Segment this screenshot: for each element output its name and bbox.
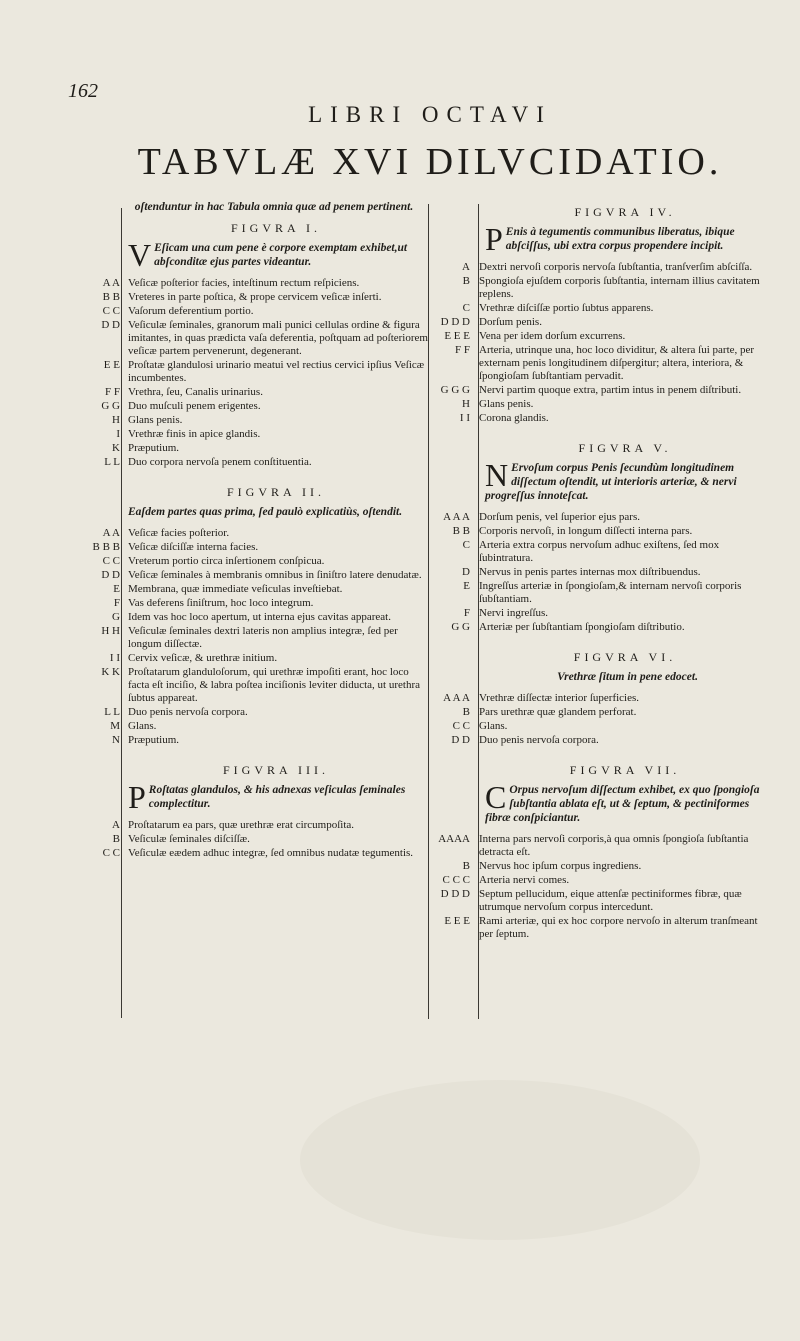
figure-6-legend — [430, 692, 770, 747]
legend-text: Nervi ingreſſus. — [479, 607, 549, 619]
legend-text: Vas deferens ſiniſtrum, hoc loco integrum. — [128, 597, 314, 609]
legend-text: Ingreſſus arteriæ in ſpongioſam,& internam nervoſi corporis ſubſtantiam. — [479, 580, 742, 605]
legend-row — [76, 819, 428, 832]
legend-label: L L — [104, 456, 120, 468]
legend-text: Nervi partim quoque extra, partim intus in penem diſtributi. — [479, 384, 742, 396]
legend-row — [430, 275, 770, 301]
page-number: 162 — [68, 80, 98, 102]
legend-row — [76, 611, 428, 624]
legend-row — [430, 692, 770, 705]
legend-label: D D — [451, 734, 470, 746]
legend-label: K K — [101, 666, 120, 678]
legend-label: C C — [102, 555, 120, 567]
legend-label: M — [110, 720, 120, 732]
legend-row — [76, 833, 428, 846]
legend-text: Veſiculæ ſeminales diſciſſæ. — [128, 833, 250, 845]
legend-row — [76, 277, 428, 290]
legend-text: Glans penis. — [479, 398, 534, 410]
legend-text: Vreteres in parte poſtica, & prope cervicem veſicæ inſerti. — [128, 291, 382, 303]
legend-label: D — [462, 566, 470, 578]
legend-label: G G G — [440, 384, 470, 396]
legend-label: B B — [102, 291, 120, 303]
legend-label: F F — [455, 344, 470, 356]
figure-7-heading: FIGVRA VII. — [569, 763, 681, 777]
legend-row — [76, 400, 428, 413]
legend-text: Vrethræ diſſectæ interior ſuperficies. — [479, 692, 640, 704]
legend-text: Duo muſculi penem erigentes. — [128, 400, 261, 412]
legend-row — [430, 860, 770, 873]
legend-text: Nervus in penis partes internas mox diſtribuendus. — [479, 566, 701, 578]
legend-row — [430, 706, 770, 719]
drop-cap: P — [128, 779, 146, 815]
page-title: TABVLÆ XVI DILVCIDATIO. — [137, 141, 723, 183]
legend-label: E — [463, 580, 470, 592]
figure-5-legend — [430, 511, 770, 634]
legend-row — [76, 847, 428, 860]
legend-text: Præputium. — [128, 734, 180, 746]
legend-row — [430, 511, 770, 524]
legend-label: E E E — [444, 330, 470, 342]
legend-row — [76, 319, 428, 358]
legend-row — [76, 652, 428, 665]
paper-stain — [300, 1080, 700, 1240]
legend-row — [76, 386, 428, 399]
legend-label: I I — [459, 412, 470, 424]
legend-row — [430, 261, 770, 274]
legend-row — [430, 330, 770, 343]
legend-row — [76, 359, 428, 385]
legend-text: Dorſum penis, vel ſuperior ejus pars. — [479, 511, 640, 523]
legend-text: Dorſum penis. — [479, 316, 542, 328]
legend-label: E E E — [444, 915, 470, 927]
legend-text: Vaſorum deferentium portio. — [128, 305, 254, 317]
legend-row — [430, 344, 770, 383]
legend-label: H — [112, 414, 120, 426]
legend-row — [76, 541, 428, 554]
legend-row — [76, 625, 428, 651]
legend-label: B — [112, 833, 120, 845]
legend-label: AAAA — [438, 833, 470, 845]
legend-text: Arteria nervi comes. — [479, 874, 570, 886]
legend-label: H H — [101, 625, 120, 637]
legend-row — [76, 442, 428, 455]
legend-row — [76, 706, 428, 719]
legend-label: C C — [102, 847, 120, 859]
legend-label: B — [462, 860, 470, 872]
legend-label: A A A — [443, 511, 470, 523]
drop-cap: C — [485, 779, 507, 815]
legend-text: Vreterum portio circa inſertionem conſpicua. — [128, 555, 325, 567]
legend-label: E — [113, 583, 120, 595]
legend-row — [430, 539, 770, 565]
intro-text: oſtenduntur in hac Tabula omnia quæ ad penem pertinent. — [134, 201, 414, 213]
legend-label: B B — [452, 525, 470, 537]
legend-text: Arteriæ per ſubſtantiam ſpongioſam diſtributio. — [479, 621, 685, 633]
legend-text: Veſiculæ ſeminales dextri lateris non amplius integræ, ſed per longum diſſectæ. — [128, 625, 398, 650]
legend-row — [76, 428, 428, 441]
legend-text: Membrana, quæ immediate veſiculas inveſtiebat. — [128, 583, 343, 595]
figure-2-heading: FIGVRA II. — [226, 485, 325, 499]
legend-label: G — [112, 611, 120, 623]
legend-label: A A — [102, 527, 120, 539]
legend-label: A — [462, 261, 470, 273]
legend-label: I — [116, 428, 120, 440]
figure-3-legend — [76, 819, 428, 860]
legend-label: F — [113, 597, 120, 609]
legend-row — [430, 566, 770, 579]
legend-text: Glans penis. — [128, 414, 183, 426]
legend-text: Duo penis nervoſa corpora. — [479, 734, 599, 746]
legend-row — [76, 291, 428, 304]
legend-label: F — [463, 607, 470, 619]
figure-3-heading: FIGVRA III. — [223, 763, 329, 777]
legend-text: Veſicæ diſciſſæ interna facies. — [128, 541, 259, 553]
drop-cap: V — [128, 237, 152, 273]
legend-text: Vrethræ finis in apice glandis. — [128, 428, 261, 440]
legend-text: Veſiculæ ſeminales, granorum mali punici cellulas ordine & figura imitantes, in quas prædicta vaſa deferentia, poſtquam ad poſteriorem veſicæ partem pervenerunt, degenerant. — [128, 319, 428, 357]
legend-text: Glans. — [479, 720, 508, 732]
legend-text: Vrethra, ſeu, Canalis urinarius. — [128, 386, 263, 398]
legend-text: Rami arteriæ, qui ex hoc corpore nervoſo in alterum tranſmeant per ſeptum. — [479, 915, 758, 940]
drop-cap: N — [485, 457, 509, 493]
legend-label: L L — [104, 706, 120, 718]
legend-label: G G — [101, 400, 120, 412]
legend-row — [76, 583, 428, 596]
figure-4-description: P Enis à tegumentis communibus liberatus, ibique abſciſſus, ubi extra corpus propendere incipit. — [485, 221, 735, 257]
legend-text: Veſiculæ eædem adhuc integræ, ſed omnibus nudatæ tegumentis. — [128, 847, 414, 859]
figure-7-description: C Orpus nervoſum diſſectum exhibet, ex quo ſpongioſa ſubſtantia ablata eſt, ut & ſeptum, & pectiniformes fibræ conſpiciantur. — [485, 779, 760, 824]
legend-label: C — [462, 539, 470, 551]
legend-row — [430, 915, 770, 941]
legend-row — [430, 302, 770, 315]
legend-row — [430, 525, 770, 538]
legend-text: Duo penis nervoſa corpora. — [128, 706, 248, 718]
legend-label: E E — [103, 359, 120, 371]
figure-3-description: P Roſtatas glandulos, & his adnexas veſiculas ſeminales complectitur. — [128, 779, 406, 815]
figure-2-legend — [76, 527, 428, 747]
legend-row — [76, 527, 428, 540]
legend-row — [430, 874, 770, 887]
right-column — [430, 200, 770, 942]
legend-text: Spongioſa ejuſdem corporis ſubſtantia, internam illius cavitatem replens. — [479, 275, 760, 300]
legend-text: Arteria extra corpus nervoſum adhuc exiſtens, ſed mox ſubintratura. — [479, 539, 720, 564]
legend-label: C C — [452, 720, 470, 732]
legend-label: A — [112, 819, 120, 831]
legend-row — [76, 734, 428, 747]
legend-text: Nervus hoc ipſum corpus ingrediens. — [479, 860, 642, 872]
legend-row — [76, 555, 428, 568]
legend-row — [430, 316, 770, 329]
legend-row — [76, 720, 428, 733]
column-rule-center — [428, 204, 429, 1019]
legend-label: G G — [451, 621, 470, 633]
legend-text: Idem vas hoc loco apertum, ut interna ejus cavitas appareat. — [128, 611, 391, 623]
legend-text: Vena per idem dorſum excurrens. — [479, 330, 626, 342]
legend-text: Cervix veſicæ, & urethræ initium. — [128, 652, 278, 664]
legend-text: Pars urethræ quæ glandem perforat. — [479, 706, 637, 718]
legend-label: I I — [109, 652, 120, 664]
book-heading: LIBRI OCTAVI — [308, 102, 552, 127]
legend-row — [76, 666, 428, 705]
legend-label: D D — [101, 319, 120, 331]
legend-row — [430, 833, 770, 859]
figure-4-heading: FIGVRA IV. — [574, 205, 676, 219]
legend-row — [430, 607, 770, 620]
legend-row — [430, 621, 770, 634]
figure-1-heading: FIGVRA I. — [230, 221, 321, 235]
legend-row — [430, 734, 770, 747]
figure-4-legend — [430, 261, 770, 425]
legend-text: Corporis nervoſi, in longum diſſecti interna pars. — [479, 525, 693, 537]
legend-text: Vrethræ diſciſſæ portio ſubtus apparens. — [479, 302, 654, 314]
legend-label: C — [462, 302, 470, 314]
legend-row — [430, 888, 770, 914]
legend-label: D D D — [440, 316, 470, 328]
figure-6-heading: FIGVRA VI. — [573, 650, 677, 664]
legend-text: Glans. — [128, 720, 157, 732]
legend-label: C C — [102, 305, 120, 317]
figure-7-legend — [430, 833, 770, 941]
legend-row — [76, 414, 428, 427]
legend-row — [76, 597, 428, 610]
legend-row — [76, 569, 428, 582]
legend-text: Veſicæ ſeminales à membranis omnibus in ſiniſtro latere denudatæ. — [128, 569, 422, 581]
left-column — [76, 200, 428, 861]
legend-text: Proſtatæ glandulosi urinario meatui vel rectius cervici ipſius Veſicæ incumbentes. — [128, 359, 425, 384]
figure-1-description: V Eſicam una cum pene è corpore exemptam exhibet,ut abſconditæ ejus partes videantur. — [128, 237, 408, 273]
legend-label: H — [462, 398, 470, 410]
figure-5-description: N Ervoſum corpus Penis ſecundùm longitudinem diſſectum oſtendit, ut interioris arteriæ, & nervi progreſſus innoteſcat. — [485, 457, 737, 502]
figure-1-legend — [76, 277, 428, 469]
legend-label: B B B — [92, 541, 120, 553]
drop-cap: P — [485, 221, 503, 257]
legend-label: D D — [101, 569, 120, 581]
legend-label: A A — [102, 277, 120, 289]
figure-2-description: Eaſdem partes quas prima, ſed paulò explicatiùs, oſtendit. — [128, 506, 403, 518]
legend-text: Veſicæ poſterior facies, inteſtinum rectum reſpiciens. — [128, 277, 360, 289]
legend-label: N — [112, 734, 120, 746]
legend-row — [430, 384, 770, 397]
legend-row — [76, 456, 428, 469]
legend-text: Duo corpora nervoſa penem conſtituentia. — [128, 456, 312, 468]
legend-text: Corona glandis. — [479, 412, 549, 424]
legend-row — [430, 398, 770, 411]
legend-text: Veſicæ facies poſterior. — [128, 527, 230, 539]
legend-text: Proſtatarum ea pars, quæ urethræ erat circumpoſita. — [128, 819, 355, 831]
legend-label: C C C — [442, 874, 470, 886]
legend-row — [430, 412, 770, 425]
figure-6-description: Vrethræ ſitum in pene edocet. — [557, 671, 698, 683]
legend-text: Præputium. — [128, 442, 180, 454]
legend-text: Arteria, utrinque una, hoc loco dividitur, & altera ſui parte, per externam penis longitudinem diſpergitur; altera, interiora, & ſpongioſam ſubſtantiam pervadit. — [479, 344, 755, 382]
legend-label: A A A — [443, 692, 470, 704]
legend-label: D D D — [440, 888, 470, 900]
figure-5-heading: FIGVRA V. — [578, 441, 672, 455]
legend-text: Dextri nervoſi corporis nervoſa ſubſtantia, tranſverſim abſciſſa. — [479, 261, 753, 273]
legend-text: Interna pars nervoſi corporis,à qua omnis ſpongioſa ſubſtantia detracta eſt. — [479, 833, 749, 858]
legend-row — [430, 580, 770, 606]
legend-text: Proſtatarum glanduloſorum, qui urethræ impoſiti erant, hoc loco facta eſt inciſio, & labra poſtea inciſionis leviter diducta, ut urethra ſubtus appareat. — [128, 666, 421, 704]
legend-row — [430, 720, 770, 733]
legend-row — [76, 305, 428, 318]
legend-label: B — [462, 706, 470, 718]
legend-label: F F — [105, 386, 120, 398]
legend-label: K — [112, 442, 120, 454]
legend-text: Septum pellucidum, eique attenſæ pectiniformes fibræ, quæ utrumque nervoſum corpus intercedunt. — [479, 888, 742, 913]
legend-label: B — [462, 275, 470, 287]
